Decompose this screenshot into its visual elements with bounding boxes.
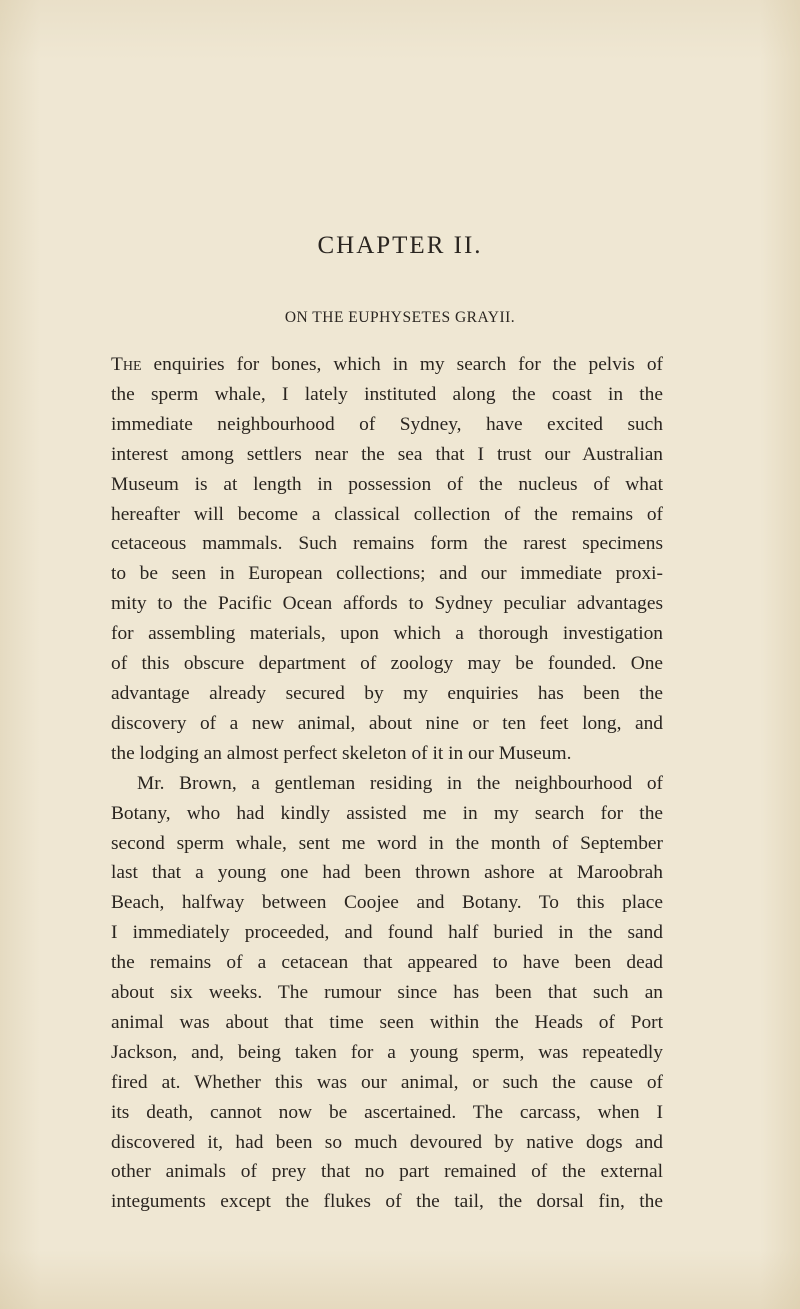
- text-line: Museum is at length in possession of the nucleus of what: [111, 473, 663, 495]
- text-line: discovered it, had been so much devoured by native dogs and: [111, 1131, 663, 1153]
- text-line: cetaceous mammals. Such remains form the rarest specimens: [111, 533, 663, 555]
- text-line: immediate neighbourhood of Sydney, have excited such: [111, 413, 663, 435]
- text-line: second sperm whale, sent me word in the month of September: [111, 832, 663, 854]
- text-line: for assembling materials, upon which a thorough investigation: [111, 623, 663, 645]
- text-line: last that a young one had been thrown ashore at Maroobrah: [111, 862, 663, 884]
- text-line: advantage already secured by my enquiries has been the: [111, 682, 663, 704]
- text-line: Jackson, and, being taken for a young sperm, was repeatedly: [111, 1041, 663, 1063]
- text-line: to be seen in European collections; and our immediate proxi-: [111, 563, 663, 585]
- text-line: Mr. Brown, a gentleman residing in the neighbourhood of: [137, 772, 663, 794]
- text-line: fired at. Whether this was our animal, or such the cause of: [111, 1071, 663, 1093]
- chapter-title: CHAPTER II.: [317, 232, 483, 259]
- text-line: I immediately proceeded, and found half buried in the sand: [111, 922, 663, 944]
- text-line: the remains of a cetacean that appeared to have been dead: [111, 952, 663, 974]
- text-line: mity to the Pacific Ocean affords to Sydney peculiar advantages: [111, 593, 663, 615]
- text-line: interest among settlers near the sea that I trust our Australian: [111, 443, 663, 465]
- text-line: discovery of a new animal, about nine or ten feet long, and: [111, 712, 663, 734]
- text-line: The enquiries for bones, which in my search for the pelvis of: [111, 354, 663, 375]
- text-line: Botany, who had kindly assisted me in my search for the: [111, 802, 663, 824]
- text-line: of this obscure department of zoology may be founded. One: [111, 653, 663, 675]
- text-line: other animals of prey that no part remained of the external: [111, 1161, 663, 1183]
- body-text: [111, 350, 663, 1217]
- text-line: hereafter will become a classical collection of the remains of: [111, 503, 663, 525]
- text-line: about six weeks. The rumour since has been that such an: [111, 982, 663, 1004]
- text-line: the sperm whale, I lately instituted along the coast in the: [111, 383, 663, 405]
- text-line: animal was about that time seen within the Heads of Port: [111, 1011, 663, 1033]
- text-line: the lodging an almost perfect skeleton of it in our Museum.: [111, 742, 572, 764]
- section-title: ON THE EUPHYSETES GRAYII.: [284, 309, 516, 326]
- text-line: its death, cannot now be ascertained. The carcass, when I: [111, 1101, 663, 1123]
- text-line: integuments except the flukes of the tail, the dorsal fin, the: [111, 1191, 663, 1213]
- text-line: Beach, halfway between Coojee and Botany. To this place: [111, 892, 663, 914]
